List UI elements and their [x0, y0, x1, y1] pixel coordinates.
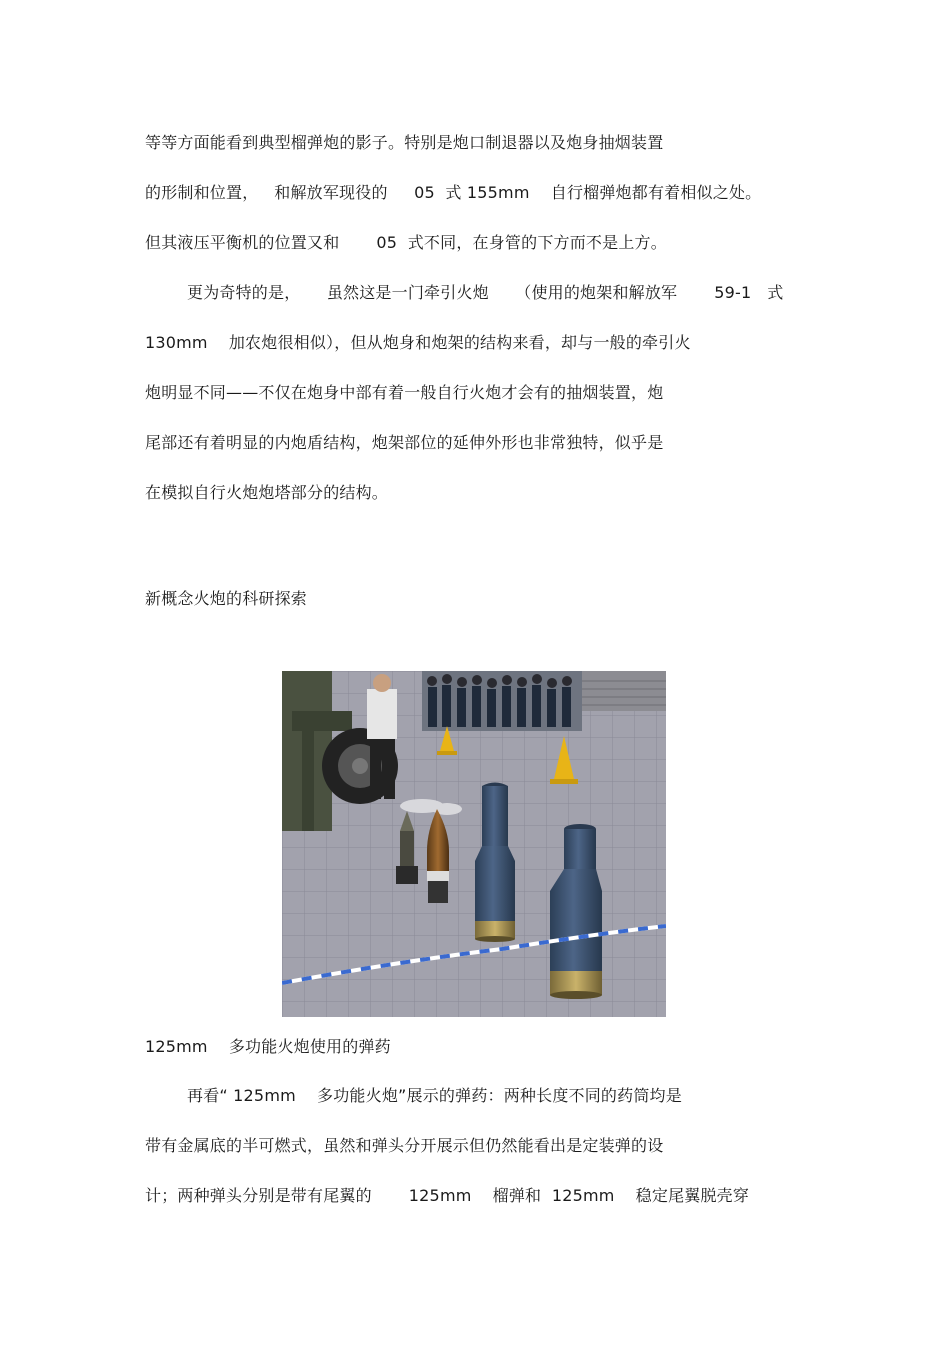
paragraph-1-line-1: 等等方面能看到典型榴弹炮的影子。特别是炮口制退器以及炮身抽烟装置 — [145, 133, 664, 152]
photo-caption: 125mm 多功能火炮使用的弹药 — [145, 1037, 391, 1056]
paragraph-2-line-5: 在模拟自行火炮炮塔部分的结构。 — [145, 483, 389, 502]
paragraph-2-line-1: 更为奇特的是， 虽然这是一门牵引火炮 （使用的炮架和解放军 59-1 式 — [187, 283, 784, 302]
crowd — [422, 671, 582, 731]
paragraph-3-line-3: 计；两种弹头分别是带有尾翼的 125mm 榴弹和 125mm 稳定尾翼脱壳穿 — [145, 1186, 750, 1205]
paragraph-2-line-2: 130mm 加农炮很相似），但从炮身和炮架的结构来看，却与一般的牵引火 — [145, 333, 691, 352]
ammunition-display-photo — [282, 671, 666, 1017]
paragraph-2-line-3: 炮明显不同——不仅在炮身中部有着一般自行火炮才会有的抽烟装置，炮 — [145, 383, 664, 402]
paragraph-3-line-2: 带有金属底的半可燃式，虽然和弹头分开展示但仍然能看出是定装弹的设 — [145, 1136, 664, 1155]
section-heading: 新概念火炮的科研探索 — [145, 589, 308, 608]
paragraph-2-line-4: 尾部还有着明显的内炮盾结构，炮架部位的延伸外形也非常独特，似乎是 — [145, 433, 664, 452]
paragraph-3-line-1: 再看“ 125mm 多功能火炮”展示的弹药：两种长度不同的药筒均是 — [187, 1086, 682, 1105]
photo-illustration — [282, 671, 666, 1017]
paragraph-1-line-3: 但其液压平衡机的位置又和 05 式不同，在身管的下方而不是上方。 — [145, 233, 667, 252]
paragraph-1-line-2: 的形制和位置， 和解放军现役的 05 式 155mm 自行榴弹炮都有着相似之处。 — [145, 183, 762, 202]
